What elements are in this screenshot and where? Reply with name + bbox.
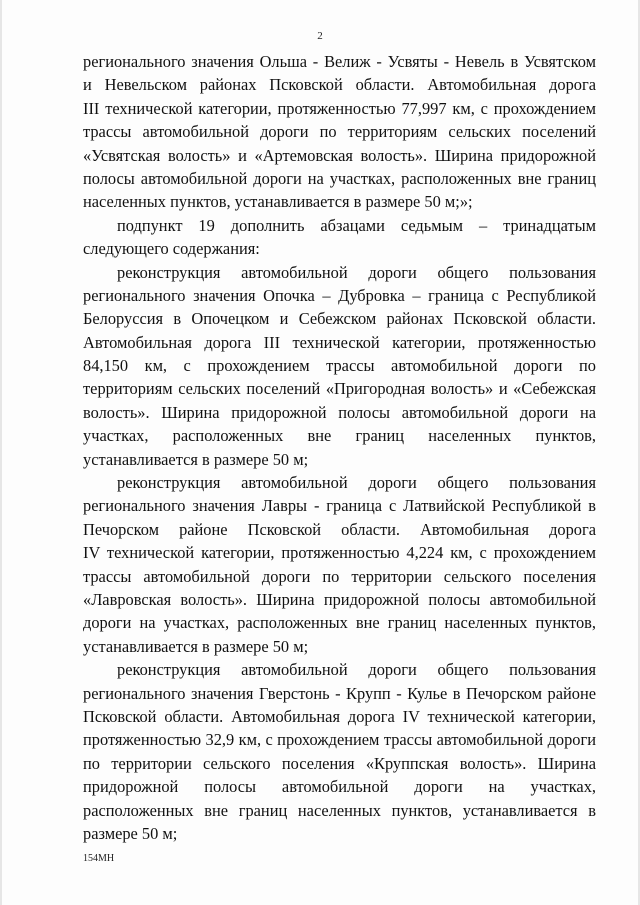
text-line: реконструкция автомобильной дороги общего пользования bbox=[117, 262, 596, 282]
text-line: устанавливается в размере 50 м; bbox=[83, 636, 309, 656]
text-line: населенных пунктов, устанавливается в размере 50 м;»; bbox=[83, 192, 473, 212]
text-line: расположенных вне границ населенных пунктов, устанавливается в bbox=[83, 800, 596, 820]
text-line: и Невельском районах Псковской области. Автомобильная дорога bbox=[83, 75, 596, 95]
text-line: регионального значения Опочка – Дубровка – граница с Республикой bbox=[83, 285, 596, 305]
document-code: 154МН bbox=[83, 853, 115, 864]
document-body bbox=[83, 50, 596, 845]
text-line: 84,150 км, с прохождением трассы автомобильной дороги по bbox=[83, 356, 596, 376]
text-line: дороги на участках, расположенных вне границ населенных пунктов, bbox=[83, 613, 596, 633]
text-line: «Усвятская волость» и «Артемовская волость». Ширина придорожной bbox=[83, 145, 596, 165]
text-line: регионального значения Гверстонь - Крупп - Кулье в Печорском районе bbox=[83, 683, 596, 703]
text-line: волость». Ширина придорожной полосы автомобильной дороги на bbox=[83, 402, 596, 422]
text-line: Белоруссия в Опочецком и Себежском районах Псковской области. bbox=[83, 309, 596, 329]
text-line: реконструкция автомобильной дороги общего пользования bbox=[117, 660, 596, 680]
text-line: устанавливается в размере 50 м; bbox=[83, 449, 309, 469]
text-line: реконструкция автомобильной дороги общего пользования bbox=[117, 473, 596, 493]
paragraph-continuation bbox=[83, 50, 596, 214]
paragraph-subpoint-19 bbox=[83, 214, 596, 261]
text-line: трассы автомобильной дороги по территории сельского поселения bbox=[83, 566, 596, 586]
paragraph-gverston-road bbox=[83, 658, 596, 845]
text-line: протяженностью 32,9 км, с прохождением трассы автомобильной дороги bbox=[83, 730, 596, 750]
text-line: придорожной полосы автомобильной дороги на участках, bbox=[83, 777, 596, 797]
text-line: размере 50 м; bbox=[83, 823, 178, 843]
text-line: трассы автомобильной дороги по территориям сельских поселений bbox=[83, 122, 596, 142]
text-line: Печорском районе Псковской области. Автомобильная дорога bbox=[83, 519, 596, 539]
text-line: «Лавровская волость». Ширина придорожной полосы автомобильной bbox=[83, 589, 596, 609]
text-line: подпункт 19 дополнить абзацами седьмым – тринадцатым bbox=[117, 215, 596, 235]
text-line: Псковской области. Автомобильная дорога IV технической категории, bbox=[83, 706, 596, 726]
text-line: полосы автомобильной дороги на участках, расположенных вне границ bbox=[83, 168, 596, 188]
text-line: территориям сельских поселений «Пригородная волость» и «Себежская bbox=[83, 379, 596, 399]
text-line: IV технической категории, протяженностью 4,224 км, с прохождением bbox=[83, 543, 596, 563]
page-number: 2 bbox=[317, 30, 323, 42]
paragraph-opochka-road bbox=[83, 261, 596, 472]
text-line: III технической категории, протяженностью 77,997 км, с прохождением bbox=[83, 98, 596, 118]
text-line: регионального значения Ольша - Велиж - Усвяты - Невель в Усвятском bbox=[83, 52, 596, 71]
paragraph-lavry-road bbox=[83, 471, 596, 658]
text-line: следующего содержания: bbox=[83, 239, 260, 259]
text-line: регионального значения Лавры - граница с Латвийской Республикой в bbox=[83, 496, 596, 516]
text-line: Автомобильная дорога III технической категории, протяженностью bbox=[83, 332, 596, 352]
text-line: участках, расположенных вне границ населенных пунктов, bbox=[83, 426, 596, 446]
text-line: по территории сельского поселения «Круппская волость». Ширина bbox=[83, 753, 596, 773]
page-edge-left bbox=[0, 0, 2, 905]
